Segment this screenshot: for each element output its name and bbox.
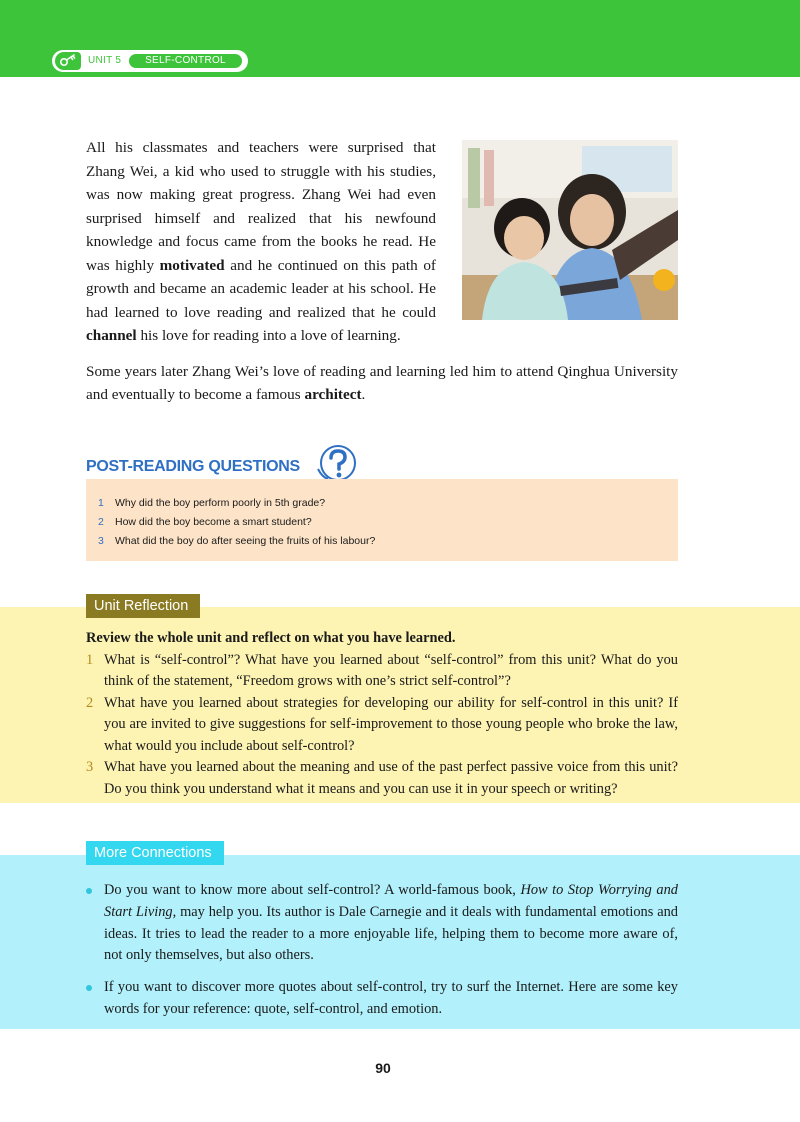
question-item: 2 How did the boy become a smart student? bbox=[98, 516, 312, 528]
question-item: 1 Why did the boy perform poorly in 5th grade? bbox=[98, 497, 326, 509]
questions-list bbox=[86, 479, 678, 551]
book-title: How to Stop Worrying and Start Living bbox=[104, 882, 678, 920]
reflection-item: 3 What have you learned about the meaning and use of the past perfect passive voice from this unit? Do you think you understand what it means and you can use it in your speech or writing? bbox=[86, 759, 678, 797]
page-number: 90 bbox=[375, 1060, 391, 1076]
more-connections-tag: More Connections bbox=[86, 841, 224, 865]
connection-item: If you want to discover more quotes about self-control, try to surf the Internet. Here are some key words for your reference: quote, self-control, and emotion. bbox=[86, 977, 678, 1021]
reflection-item: 2 What have you learned about strategies for developing our ability for self-control in this unit? If you are invited to give suggestions for self-improvement to those young people who broke the law, what would you include about self-control? bbox=[86, 694, 678, 754]
unit-topic: SELF-CONTROL bbox=[129, 54, 242, 68]
reflection-list bbox=[86, 650, 678, 801]
reflection-item: 1 What is “self-control”? What have you learned about “self-control” from this unit? What do you think of the statement, “Freedom grows with one’s strict self-control”? bbox=[86, 651, 678, 689]
unit-number: UNIT 5 bbox=[88, 55, 122, 66]
question-item: 3 What did the boy do after seeing the fruits of his labour? bbox=[98, 535, 376, 547]
vocab-word: channel bbox=[86, 327, 137, 344]
key-icon bbox=[55, 52, 81, 70]
story-text bbox=[86, 136, 678, 407]
connections-list bbox=[86, 880, 678, 1021]
connections-content bbox=[86, 880, 678, 1021]
vocab-word: motivated bbox=[159, 256, 225, 274]
connection-item: Do you want to know more about self-control? A world-famous book, How to Stop Worrying and Start Living, may help you. Its author is Dale Carnegie and it deals with fundamental emotions and ideas. It tries to lead the reader to a more enjoyable life, helping them to become more aware of, not only themselves, but also others. bbox=[86, 880, 678, 967]
unit-reflection-tag: Unit Reflection bbox=[86, 594, 200, 618]
bullet-icon bbox=[86, 985, 92, 991]
classroom-photo bbox=[462, 140, 678, 320]
story-paragraph-2: Some years later Zhang Wei’s love of reading and learning led him to attend Qinghua University and eventually to become a famous architect. bbox=[86, 362, 678, 403]
unit-header-pill bbox=[52, 50, 248, 72]
reflection-lead: Review the whole unit and reflect on what you have learned. bbox=[86, 630, 456, 646]
post-reading-title: POST-READING QUESTIONS bbox=[86, 458, 300, 475]
bullet-icon bbox=[86, 888, 92, 894]
questions-box bbox=[86, 479, 678, 561]
story-paragraph-1: All his classmates and teachers were surprised that Zhang Wei, a kid who used to struggle with his studies, was now making great progress. Zhang Wei had even surprised himself and realized that his newfound knowledge and focus came from the books he read. He was highly motivated and he continued on this path of growth and became an academic leader at his school. He had learned to love reading and realized that he could channel his love for reading into a love of learning. bbox=[86, 139, 436, 344]
vocab-word: architect bbox=[304, 386, 362, 403]
reflection-content bbox=[86, 628, 678, 800]
